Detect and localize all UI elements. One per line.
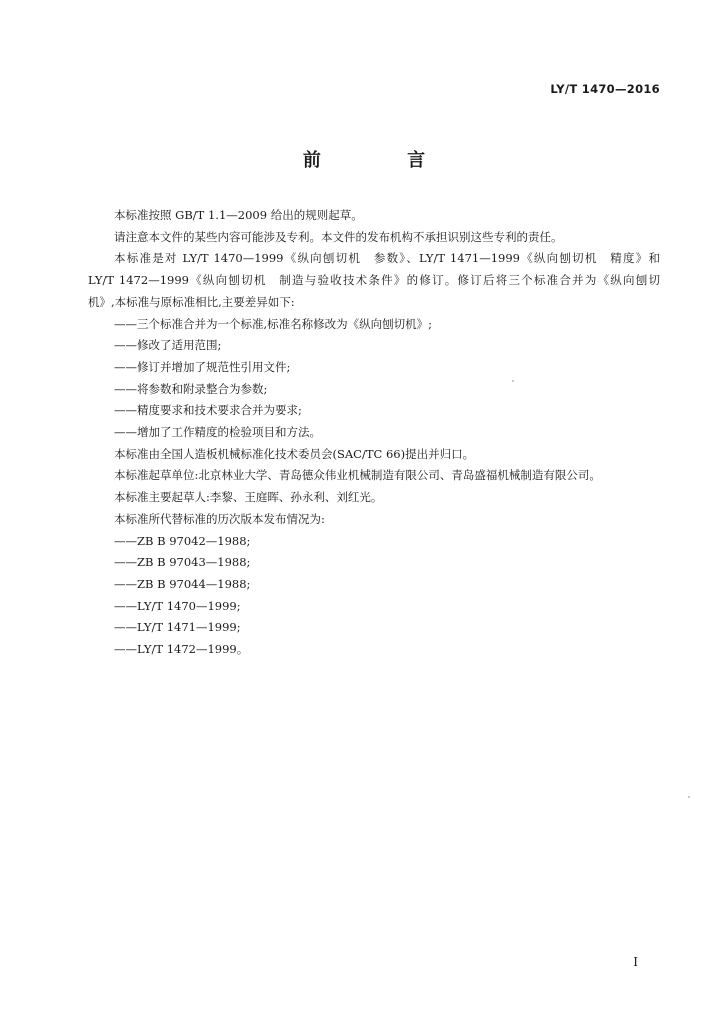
- list-item-history: ——ZB B 97043—1988;: [114, 555, 251, 570]
- paragraph-revision-line-1: 本标准是对 LY/T 1470—1999《纵向刨切机 参数》、LY/T 1471—1999《纵向刨切机 精度》和: [114, 251, 660, 266]
- list-item-history: ——ZB B 97042—1988;: [114, 533, 251, 548]
- paragraph-patent-notice: 请注意本文件的某些内容可能涉及专利。本文件的发布机构不承担识别这些专利的责任。: [114, 229, 563, 244]
- list-item-difference: ——增加了工作精度的检验项目和方法。: [114, 425, 321, 440]
- list-item-history: ——LY/T 1471—1999;: [114, 620, 241, 635]
- paragraph-revision-line-2: LY/T 1472—1999《纵向刨切机 制造与验收技术条件》的修订。修订后将三个标准合并为《纵向刨切: [88, 273, 660, 288]
- paragraph-history-intro: 本标准所代替标准的历次版本发布情况为:: [114, 511, 325, 526]
- paragraph-proposer: 本标准由全国人造板机械标准化技术委员会(SAC/TC 66)提出并归口。: [114, 446, 475, 461]
- foreword-body: [88, 205, 660, 661]
- list-item-difference: ——三个标准合并为一个标准,标准名称修改为《纵向刨切机》;: [114, 316, 433, 331]
- paragraph-drafting-rules: 本标准按照 GB/T 1.1—2009 给出的规则起草。: [114, 208, 363, 222]
- standard-code-header: LY/T 1470—2016: [550, 82, 660, 96]
- scan-speck: [512, 380, 514, 382]
- page-number: I: [633, 955, 638, 969]
- page-title: 前 言: [302, 150, 466, 171]
- paragraph-revision-line-3: 机》,本标准与原标准相比,主要差异如下:: [88, 294, 295, 309]
- list-item-difference: ——将参数和附录整合为参数;: [114, 381, 268, 396]
- scan-speck: [688, 796, 690, 798]
- list-item-difference: ——修改了适用范围;: [114, 338, 222, 353]
- list-item-difference: ——修订并增加了规范性引用文件;: [114, 359, 291, 374]
- list-item-difference: ——精度要求和技术要求合并为要求;: [114, 403, 302, 418]
- list-item-history: ——LY/T 1470—1999;: [114, 598, 241, 613]
- paragraph-drafters: 本标准主要起草人:李黎、王庭晖、孙永利、刘红光。: [114, 490, 383, 505]
- list-item-history: ——LY/T 1472—1999。: [114, 642, 249, 657]
- list-item-history: ——ZB B 97044—1988;: [114, 576, 251, 591]
- paragraph-drafting-units: 本标准起草单位:北京林业大学、青岛德众伟业机械制造有限公司、青岛盛福机械制造有限公司。: [114, 468, 601, 483]
